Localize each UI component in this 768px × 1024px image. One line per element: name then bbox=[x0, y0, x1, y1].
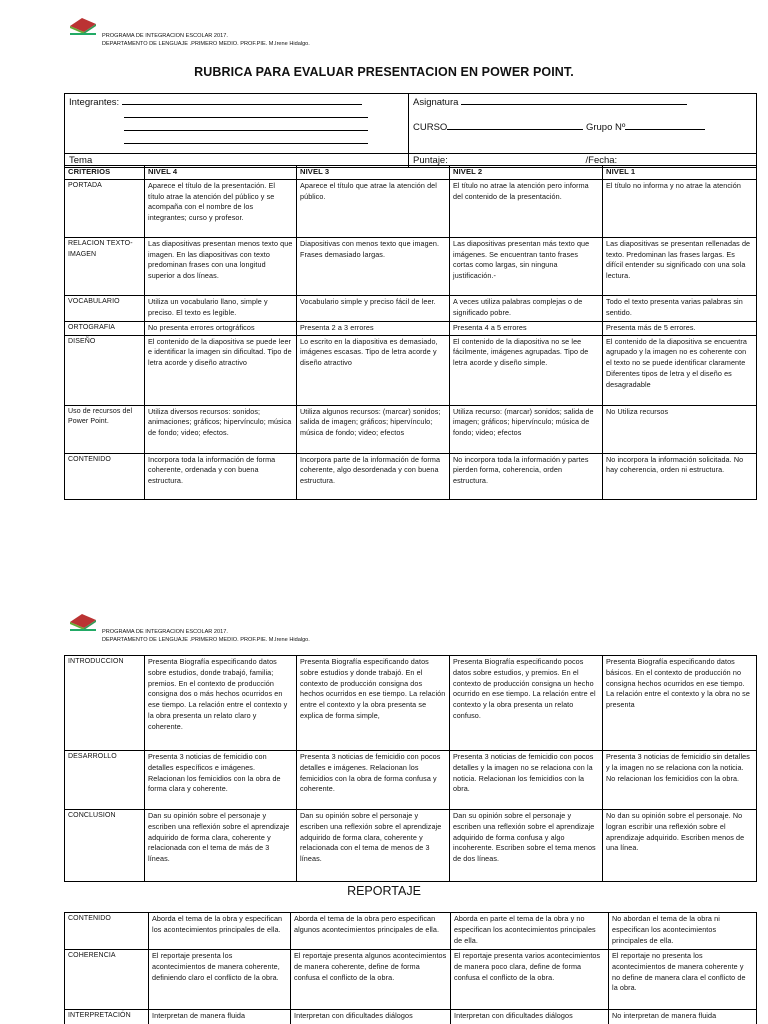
header-nivel-1: NIVEL 1 bbox=[603, 166, 757, 180]
criterion-portada: PORTADA bbox=[65, 179, 145, 237]
integrantes-field-1[interactable] bbox=[122, 95, 362, 105]
book-logo-icon bbox=[68, 14, 98, 36]
curso-field[interactable] bbox=[447, 120, 583, 130]
rubric-cell: Dan su opinión sobre el personaje y escriben una reflexión sobre el aprendizaje adquirido de forma clara, coherente y relacionada con el tema de menos de 3 líneas. bbox=[297, 810, 450, 882]
rubric-table-powerpoint bbox=[64, 165, 757, 500]
table-row bbox=[65, 1010, 757, 1024]
rubric-cell: Utiliza recurso: (marcar) sonidos; salida de imagen; gráficos; hipervínculo; música de fondo; video; efectos bbox=[450, 405, 603, 453]
asignatura-curso-cell bbox=[409, 94, 757, 154]
header-department: DEPARTAMENTO DE LENGUAJE .PRIMERO MEDIO. PROF.PIE. M.Irene Hidalgo. bbox=[102, 41, 310, 47]
rubric-header-row bbox=[65, 166, 757, 180]
rubric-cell: No dan su opinión sobre el personaje. No logran escribir una reflexión sobre el aprendizaje adquirido. Escriben menos de una línea. bbox=[603, 810, 757, 882]
header-program: PROGRAMA DE INTEGRACION ESCOLAR 2017. bbox=[102, 629, 228, 635]
integrantes-cell bbox=[65, 94, 409, 154]
curso-label: CURSO bbox=[413, 122, 448, 133]
rubric-cell: Lo escrito en la diapositiva es demasiado, imágenes escasas. Tipo de letra acorde y diseño atractivo bbox=[297, 335, 450, 405]
table-row bbox=[65, 321, 757, 335]
criterion-contenido-reportaje: CONTENIDO bbox=[65, 913, 149, 950]
criterion-desarrollo: DESARROLLO bbox=[65, 751, 145, 810]
rubric-cell: Las diapositivas presentan menos texto que imagen. En las diapositivas con texto predominan frases con una longitud superior a dos líneas. bbox=[145, 237, 297, 295]
fecha-label: /Fecha: bbox=[585, 155, 618, 166]
page-title: RUBRICA PARA EVALUAR PRESENTACION EN POWER POINT. bbox=[194, 65, 574, 79]
rubric-cell: El reportaje presenta algunos acontecimientos de manera coherente, define de forma confusa el conflicto de la obra. bbox=[291, 950, 451, 1010]
rubric-table-content bbox=[64, 655, 757, 882]
rubric-cell: El contenido de la diapositiva se puede leer e identificar la imagen sin dificultad. Tipo de letra acorde y diseño atractivo bbox=[145, 335, 297, 405]
rubric-cell: Interpretan con dificultades diálogos bbox=[291, 1010, 451, 1024]
table-row bbox=[65, 237, 757, 295]
integrantes-field-4[interactable] bbox=[124, 134, 368, 144]
table-row bbox=[65, 453, 757, 499]
student-info-form bbox=[64, 93, 757, 168]
criterion-recursos: Uso de recursos del Power Point. bbox=[65, 405, 145, 453]
rubric-cell: Presenta Biografía especificando pocos datos sobre estudios, y premios. En el contexto de producción consigna un hecho ocurrido en ese tiempo. La relación entre el contexto y la obra presenta un relato confuso. bbox=[450, 656, 603, 751]
criterion-introduccion: INTRODUCCION bbox=[65, 656, 145, 751]
rubric-cell: Las diapositivas presentan más texto que imágenes. Se encuentran tanto frases cortas como largas, sin ninguna justificación.- bbox=[450, 237, 603, 295]
rubric-table-reportaje bbox=[64, 912, 757, 1024]
rubric-cell: Vocabulario simple y preciso fácil de leer. bbox=[297, 295, 450, 321]
rubric-cell: El contenido de la diapositiva se encuentra agrupado y la imagen no es coherente con el texto no se puede identificar claramente Diferentes tipos de letra y el diseño es desagradable bbox=[603, 335, 757, 405]
rubric-cell: El título no atrae la atención pero informa del contenido de la presentación. bbox=[450, 179, 603, 237]
criterion-diseno: DISEÑO bbox=[65, 335, 145, 405]
rubric-cell: No abordan el tema de la obra ni especifican los acontecimientos principales de ella. bbox=[609, 913, 757, 950]
rubric-cell: El reportaje presenta varios acontecimientos de manera poco clara, define de forma confusa el conflicto de la obra. bbox=[451, 950, 609, 1010]
asignatura-label: Asignatura bbox=[413, 97, 459, 108]
rubric-cell: Presenta 4 a 5 errores bbox=[450, 321, 603, 335]
integrantes-field-3[interactable] bbox=[124, 121, 368, 131]
puntaje-label: Puntaje: bbox=[413, 155, 448, 166]
rubric-cell: Presenta más de 5 errores. bbox=[603, 321, 757, 335]
rubric-cell: Interpretan de manera fluida bbox=[149, 1010, 291, 1024]
rubric-cell: No incorpora la información solicitada. No hay coherencia, orden ni estructura. bbox=[603, 453, 757, 499]
header-program: PROGRAMA DE INTEGRACION ESCOLAR 2017. bbox=[102, 33, 228, 39]
rubric-cell: No Utiliza recursos bbox=[603, 405, 757, 453]
criterion-relacion: RELACION TEXTO-IMAGEN bbox=[65, 237, 145, 295]
rubric-cell: Aborda el tema de la obra y especifican los acontecimientos principales de ella. bbox=[149, 913, 291, 950]
table-row bbox=[65, 810, 757, 882]
table-row bbox=[65, 656, 757, 751]
rubric-cell: No incorpora toda la información y partes pierden forma, coherencia, orden estructura. bbox=[450, 453, 603, 499]
rubric-cell: El título no informa y no atrae la atención bbox=[603, 179, 757, 237]
rubric-cell: Aborda el tema de la obra pero especifican algunos acontecimientos principales de ella. bbox=[291, 913, 451, 950]
reportaje-title: REPORTAJE bbox=[347, 884, 421, 898]
rubric-cell: No presenta errores ortográficos bbox=[145, 321, 297, 335]
rubric-cell: Incorpora parte de la información de forma coherente, algo desordenada y con buena estructura. bbox=[297, 453, 450, 499]
rubric-cell: Presenta Biografía especificando datos sobre estudios, donde trabajó, familia; premios. En el contexto de producción consigna dos o más hechos ocurridos en ese tiempo. La relación entre el contexto y la obra presenta un relato claro y coherente. bbox=[145, 656, 297, 751]
table-row bbox=[65, 405, 757, 453]
rubric-cell: Aparece el título que atrae la atención del público. bbox=[297, 179, 450, 237]
grupo-field[interactable] bbox=[625, 120, 705, 130]
table-row bbox=[65, 751, 757, 810]
rubric-cell: Todo el texto presenta varias palabras sin sentido. bbox=[603, 295, 757, 321]
rubric-cell: Las diapositivas se presentan rellenadas de texto. Predominan las frases largas. Es difícil entender su significado con una sola lectura. bbox=[603, 237, 757, 295]
rubric-cell: El reportaje no presenta los acontecimientos de manera coherente y no define de manera clara el conflicto de la obra. bbox=[609, 950, 757, 1010]
integrantes-label: Integrantes: bbox=[69, 97, 120, 108]
rubric-cell: Utiliza diversos recursos: sonidos; animaciones; gráficos; hipervínculo; música de fondo; video; efectos. bbox=[145, 405, 297, 453]
rubric-cell: El reportaje presenta los acontecimientos de manera coherente, definiendo claro el conflicto de la obra. bbox=[149, 950, 291, 1010]
rubric-cell: Diapositivas con menos texto que imagen. Frases demasiado largas. bbox=[297, 237, 450, 295]
header-nivel-4: NIVEL 4 bbox=[145, 166, 297, 180]
rubric-cell: Utiliza un vocabulario llano, simple y preciso. El texto es legible. bbox=[145, 295, 297, 321]
tema-label: Tema bbox=[69, 155, 93, 166]
asignatura-field[interactable] bbox=[461, 95, 687, 105]
rubric-cell: Dan su opinión sobre el personaje y escriben una reflexión sobre el aprendizaje adquirido de forma clara, coherente y relacionada con el tema de más de 3 líneas. bbox=[145, 810, 297, 882]
criterion-ortografia: ORTOGRAFIA bbox=[65, 321, 145, 335]
criterion-conclusion: CONCLUSION bbox=[65, 810, 145, 882]
criterion-vocabulario: VOCABULARIO bbox=[65, 295, 145, 321]
rubric-cell: Presenta 3 noticias de femicidio con detalles específicos e imágenes. Relacionan los femicidios con la obra de forma clara y coherente. bbox=[145, 751, 297, 810]
book-logo-icon bbox=[68, 610, 98, 632]
criterion-interpretacion: INTERPRETACIÓN bbox=[65, 1010, 149, 1024]
table-row bbox=[65, 950, 757, 1010]
rubric-cell: El contenido de la diapositiva no se lee fácilmente, imágenes agrupadas. Tipo de letra acorde y diseño simple. bbox=[450, 335, 603, 405]
rubric-cell: Presenta 3 noticias de femicidio sin detalles y la imagen no se relaciona con la noticia. No relacionan los femicidios con la obra. bbox=[603, 751, 757, 810]
rubric-cell: No interpretan de manera fluida bbox=[609, 1010, 757, 1024]
header-criterios: CRITERIOS bbox=[65, 166, 145, 180]
rubric-cell: Presenta Biografía especificando datos básicos. En el contexto de producción no consigna hechos ocurridos en ese tiempo. La relación entre el contexto y la obra no se presenta bbox=[603, 656, 757, 751]
rubric-cell: Presenta 3 noticias de femicidio con pocos detalles e imágenes. Relacionan los femicidios con la obra de forma confusa y coherente. bbox=[297, 751, 450, 810]
rubric-cell: Aborda en parte el tema de la obra y no especifican los acontecimientos principales de ella. bbox=[451, 913, 609, 950]
header-nivel-3: NIVEL 3 bbox=[297, 166, 450, 180]
header-department: DEPARTAMENTO DE LENGUAJE .PRIMERO MEDIO. PROF.PIE. M.Irene Hidalgo. bbox=[102, 637, 310, 643]
rubric-cell: Aparece el título de la presentación. El título atrae la atención del público y se acompaña con el nombre de los integrantes; curso y profesor. bbox=[145, 179, 297, 237]
header-nivel-2: NIVEL 2 bbox=[450, 166, 603, 180]
rubric-cell: Presenta 3 noticias de femicidio con pocos detalles y la imagen no se relaciona con la noticia. Relacionan los femicidios con la obra. bbox=[450, 751, 603, 810]
criterion-coherencia: COHERENCIA bbox=[65, 950, 149, 1010]
table-row bbox=[65, 335, 757, 405]
rubric-cell: Incorpora toda la información de forma coherente, ordenada y con buena estructura. bbox=[145, 453, 297, 499]
table-row bbox=[65, 913, 757, 950]
rubric-cell: A veces utiliza palabras complejas o de significado pobre. bbox=[450, 295, 603, 321]
integrantes-field-2[interactable] bbox=[124, 108, 368, 118]
rubric-cell: Utiliza algunos recursos: (marcar) sonidos; salida de imagen; gráficos; hipervínculo; música de fondo; video; efectos bbox=[297, 405, 450, 453]
rubric-cell: Interpretan con dificultades diálogos bbox=[451, 1010, 609, 1024]
rubric-cell: Presenta Biografía especificando datos sobre estudios y donde trabajó. En el contexto de producción consigna dos hechos ocurridos en ese tiempo. La relación entre el contexto y la obra presenta se explica de forma simple, bbox=[297, 656, 450, 751]
rubric-cell: Dan su opinión sobre el personaje y escriben una reflexión sobre el aprendizaje adquirido de forma confusa y algo incoherente. Escriben sobre el tema menos de dos líneas. bbox=[450, 810, 603, 882]
grupo-label: Grupo Nº bbox=[585, 122, 626, 133]
criterion-contenido: CONTENIDO bbox=[65, 453, 145, 499]
rubric-cell: Presenta 2 a 3 errores bbox=[297, 321, 450, 335]
table-row bbox=[65, 295, 757, 321]
table-row bbox=[65, 179, 757, 237]
